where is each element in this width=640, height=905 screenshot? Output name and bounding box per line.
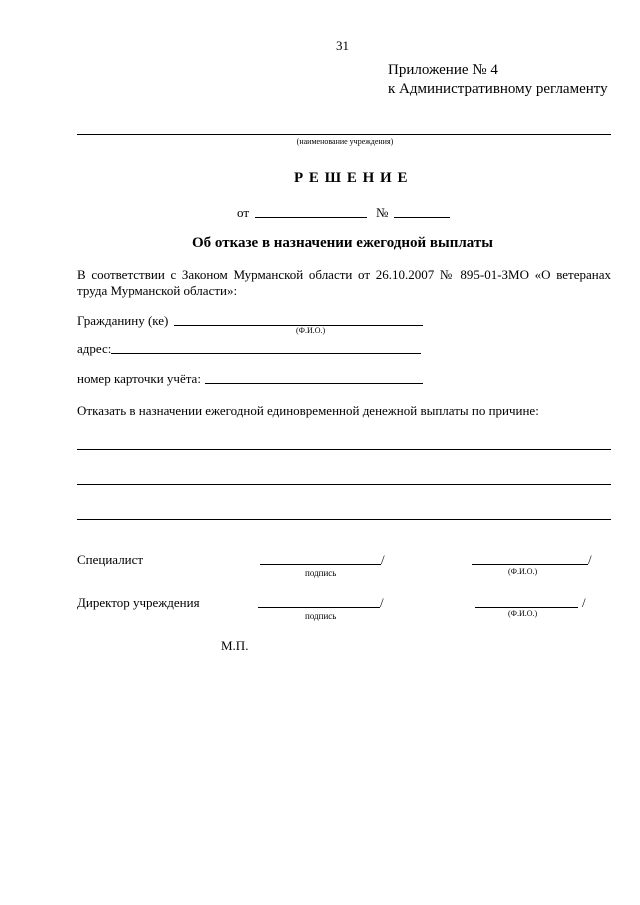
refuse-reason-text: Отказать в назначении ежегодной единовременной денежной выплаты по причине: bbox=[77, 403, 539, 418]
card-number-label: номер карточки учёта: bbox=[77, 371, 201, 386]
appendix-line-1: Приложение № 4 bbox=[388, 62, 498, 78]
intro-line-1: В соответствии с Законом Мурманской области от 26.10.2007 № 895-01-ЗМО «О ветеранах bbox=[77, 267, 611, 282]
specialist-fio-line bbox=[472, 564, 588, 565]
appendix-line-2: к Административному регламенту bbox=[388, 81, 608, 97]
address-field-line bbox=[111, 353, 421, 354]
director-slash-1: / bbox=[380, 595, 384, 610]
date-label: от bbox=[237, 205, 250, 220]
institution-name-line bbox=[77, 134, 611, 135]
page-number: 31 bbox=[336, 38, 349, 53]
director-slash-2: / bbox=[582, 595, 586, 610]
specialist-slash-1: / bbox=[381, 552, 385, 567]
citizen-fio-caption: (Ф.И.О.) bbox=[296, 326, 326, 335]
card-number-field-line bbox=[205, 383, 423, 384]
specialist-fio-caption: (Ф.И.О.) bbox=[508, 567, 538, 576]
reason-line-3 bbox=[77, 519, 611, 520]
specialist-label: Специалист bbox=[77, 552, 144, 567]
number-field-line bbox=[394, 217, 450, 218]
number-label: № bbox=[376, 205, 389, 220]
director-signature-line bbox=[258, 607, 380, 608]
date-field-line bbox=[255, 217, 367, 218]
document-subject: Об отказе в назначении ежегодной выплаты bbox=[192, 235, 493, 251]
stamp-place: М.П. bbox=[221, 638, 249, 653]
director-fio-caption: (Ф.И.О.) bbox=[508, 609, 538, 618]
institution-caption: (наименование учреждения) bbox=[296, 137, 394, 146]
document-title: Р Е Ш Е Н И Е bbox=[294, 170, 409, 186]
intro-line-2: труда Мурманской области»: bbox=[77, 283, 238, 298]
reason-line-1 bbox=[77, 449, 611, 450]
specialist-signature-line bbox=[260, 564, 381, 565]
specialist-slash-2: / bbox=[588, 552, 592, 567]
director-label: Директор учреждения bbox=[77, 595, 200, 610]
director-signature-caption: подпись bbox=[305, 611, 337, 621]
specialist-signature-caption: подпись bbox=[305, 568, 337, 578]
address-label: адрес: bbox=[77, 341, 112, 356]
citizen-label: Гражданину (ке) bbox=[77, 313, 169, 328]
director-fio-line bbox=[475, 607, 578, 608]
reason-line-2 bbox=[77, 484, 611, 485]
